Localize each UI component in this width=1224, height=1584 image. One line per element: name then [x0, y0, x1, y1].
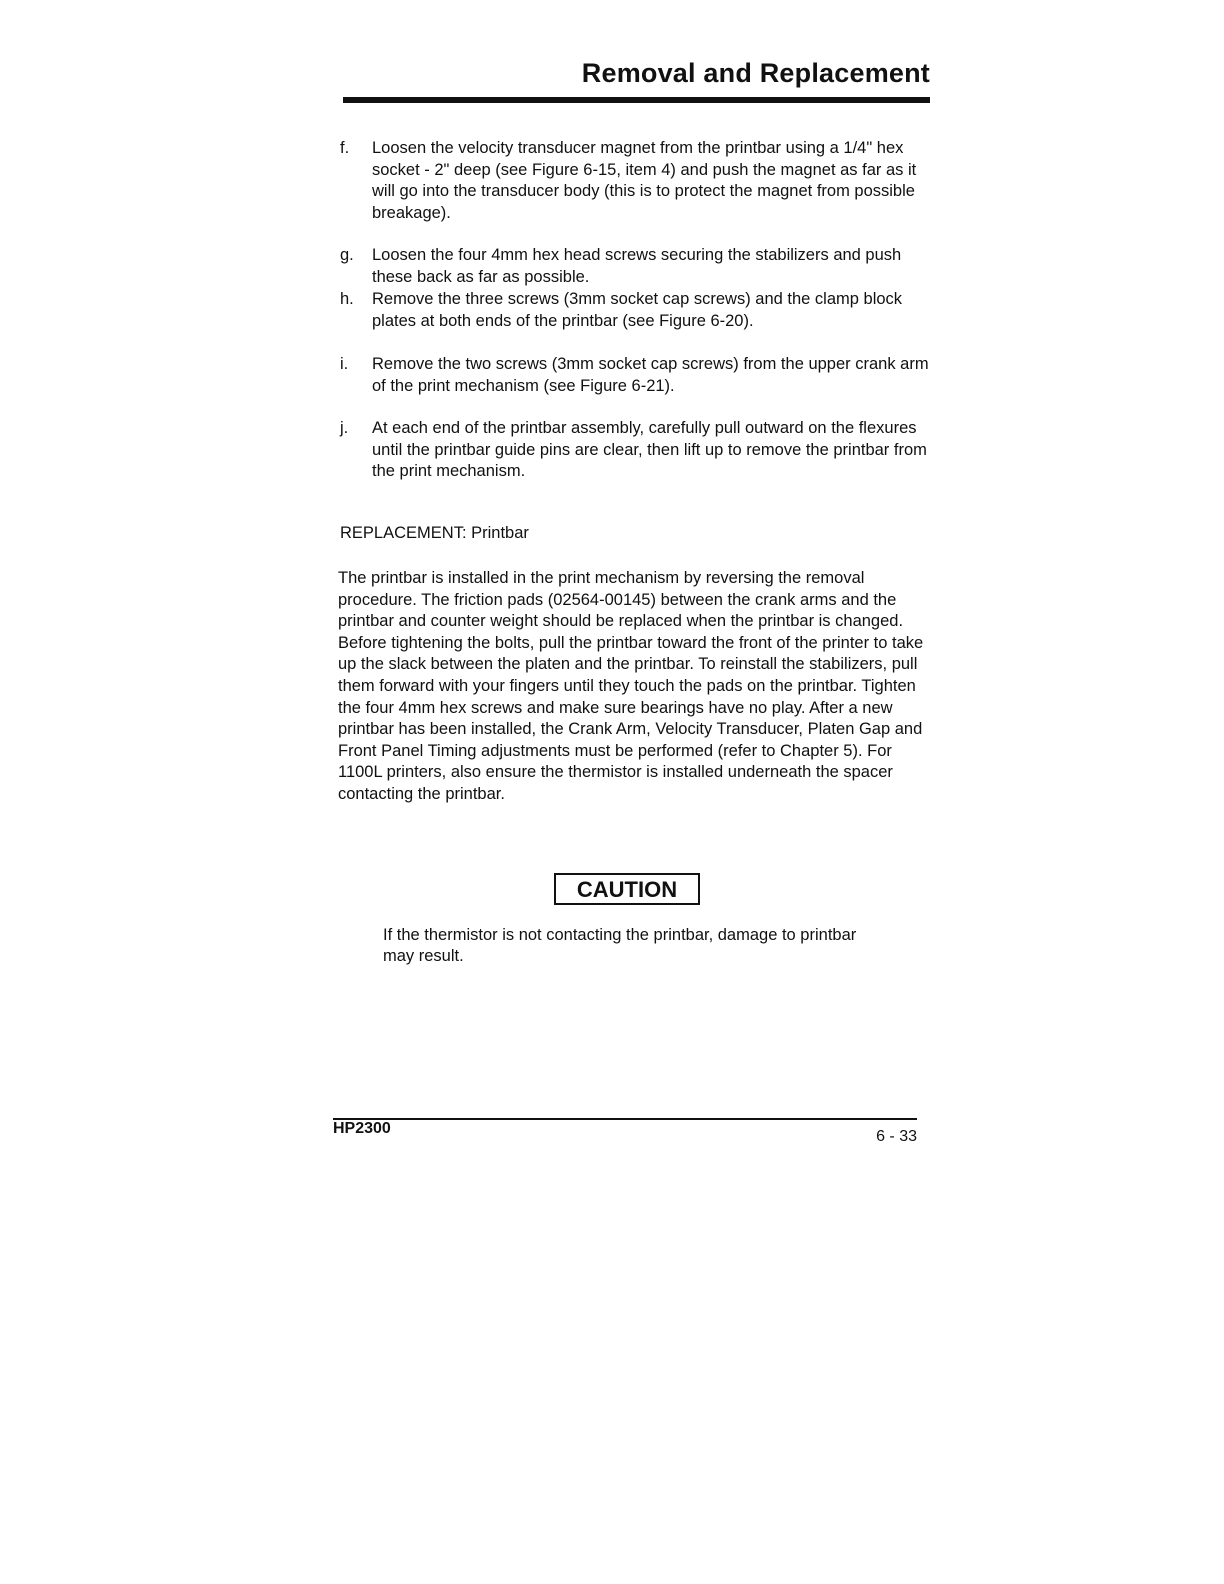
step-letter: i. [340, 355, 349, 373]
step-text: At each end of the printbar assembly, carefully pull outward on the flexures until the printbar guide pins are clear, then lift up to remove the printbar from the print mechanism. [372, 419, 927, 480]
step-f [340, 138, 930, 224]
footer-rule [333, 1118, 917, 1120]
caution-label: CAUTION [554, 873, 700, 905]
step-letter: h. [340, 290, 354, 308]
step-text: Loosen the velocity transducer magnet from the printbar using a 1/4" hex socket - 2" deep (see Figure 6-15, item 4) and push the magnet as far as it will go into the transducer body (this is to protect the magnet from possible breakage). [372, 139, 917, 222]
step-text: Remove the two screws (3mm socket cap screws) from the upper crank arm of the print mechanism (see Figure 6-21). [372, 355, 929, 395]
footer-model: HP2300 [333, 1120, 391, 1137]
replacement-heading: REPLACEMENT: Printbar [340, 524, 529, 542]
replacement-paragraph: The printbar is installed in the print mechanism by reversing the removal procedure. The friction pads (02564-00145) between the crank arms and the printbar and counter weight should be replaced when the printbar is changed. Before tightening the bolts, pull the printbar toward the front of the printer to take up the slack between the platen and the printbar. To reinstall the stabilizers, pull them forward with your fingers until they touch the pads on the printbar. Tighten the four 4mm hex screws and make sure bearings have no play. After a new printbar has been installed, the Crank Arm, Velocity Transducer, Platen Gap and Front Panel Timing adjustments must be performed (refer to Chapter 5). For 1100L printers, also ensure the thermistor is installed underneath the spacer contacting the printbar. [338, 569, 924, 803]
title-rule [343, 97, 930, 103]
caution-text: If the thermistor is not contacting the printbar, damage to printbar may result. [383, 926, 857, 965]
step-letter: j. [340, 419, 349, 437]
step-text: Loosen the four 4mm hex head screws securing the stabilizers and push these back as far as possible. [372, 246, 902, 286]
step-j [340, 418, 930, 483]
step-letter: g. [340, 246, 354, 264]
page-number: 6 - 33 [876, 1128, 917, 1145]
step-g [340, 245, 930, 288]
page-title: Removal and Replacement [581, 58, 930, 88]
step-text: Remove the three screws (3mm socket cap screws) and the clamp block plates at both ends of the printbar (see Figure 6-20). [372, 290, 903, 330]
step-h [340, 289, 930, 332]
step-i [340, 354, 930, 397]
step-letter: f. [340, 139, 350, 157]
